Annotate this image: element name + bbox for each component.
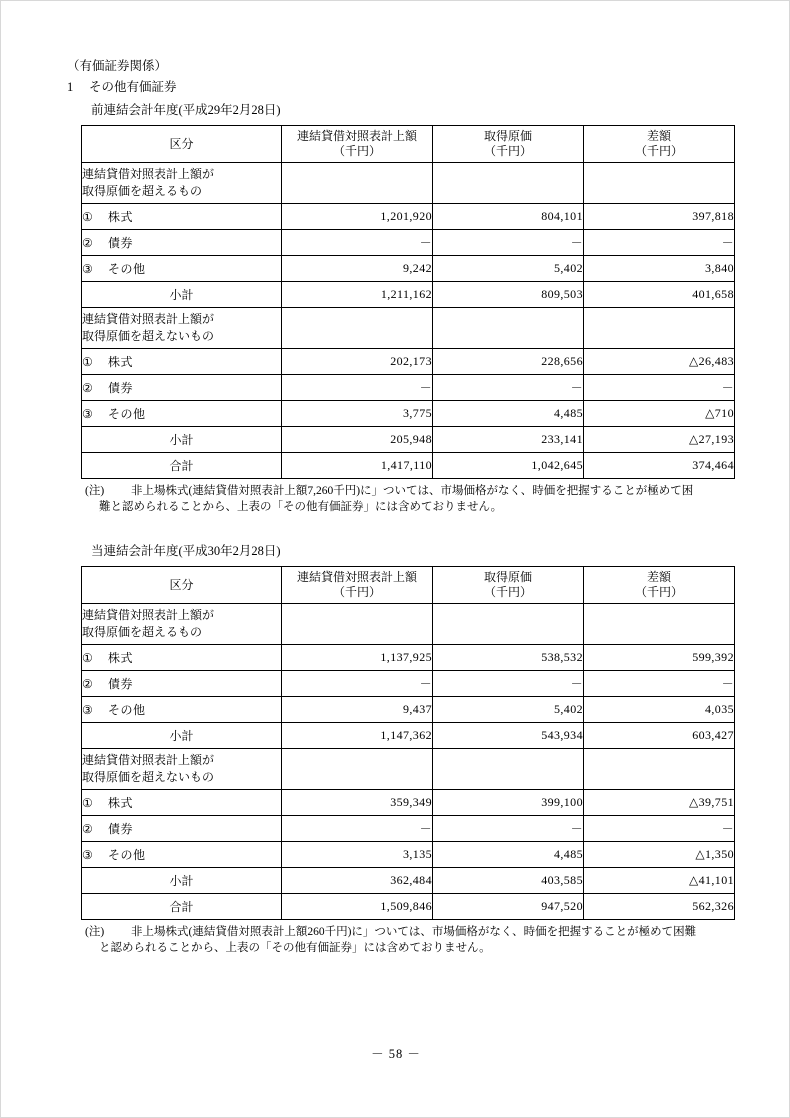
cell-value: －: [584, 230, 735, 256]
cell-empty: [433, 604, 584, 645]
cell-empty: [433, 749, 584, 790]
cell-empty: [584, 604, 735, 645]
table-row-total: [82, 453, 735, 479]
table-row: [82, 697, 735, 723]
row-label-bonds: ② 債券: [82, 230, 282, 256]
row-label-stocks: ① 株式: [82, 790, 282, 816]
cell-value: 399,100: [433, 790, 584, 816]
page-number: － 58 －: [371, 1047, 421, 1061]
group-title-exceeds: 連結貸借対照表計上額が 取得原価を超えるもの: [82, 163, 282, 204]
cell-value: 3,135: [282, 842, 433, 868]
cell-value: 562,326: [584, 894, 735, 920]
section-heading: [67, 78, 727, 97]
cell-value: －: [282, 671, 433, 697]
cell-value: △41,101: [584, 868, 735, 894]
table-row: [82, 749, 735, 790]
note-text-line2: と認められることから、上表の「その他有価証券」には含めておりません。: [99, 942, 491, 954]
cell-value: 1,042,645: [433, 453, 584, 479]
cell-value: △26,483: [584, 349, 735, 375]
cell-value: －: [282, 816, 433, 842]
row-label-subtotal: 小計: [82, 282, 282, 308]
cell-value: △39,751: [584, 790, 735, 816]
cell-value: 403,585: [433, 868, 584, 894]
securities-table-prior-year: [81, 125, 735, 479]
group-title-not-exceeds: 連結貸借対照表計上額が 取得原価を超えないもの: [82, 749, 282, 790]
group-title-not-exceeds: 連結貸借対照表計上額が 取得原価を超えないもの: [82, 308, 282, 349]
cell-value: －: [433, 375, 584, 401]
table-header-row: [82, 567, 735, 604]
cell-value: －: [584, 375, 735, 401]
table-row: [82, 204, 735, 230]
table-row-total: [82, 894, 735, 920]
cell-value: －: [584, 671, 735, 697]
col-header-acquisition-cost: 取得原価 （千円）: [433, 126, 584, 163]
col-header-category: 区分: [82, 567, 282, 604]
section-title: その他有価証券: [89, 80, 177, 94]
cell-value: 202,173: [282, 349, 433, 375]
table-caption-prior-year: 前連結会計年度(平成29年2月28日): [91, 103, 281, 117]
cell-empty: [433, 308, 584, 349]
cell-value: 3,840: [584, 256, 735, 282]
cell-value: 1,211,162: [282, 282, 433, 308]
row-label-other: ③ その他: [82, 697, 282, 723]
row-label-other: ③ その他: [82, 401, 282, 427]
cell-value: 1,417,110: [282, 453, 433, 479]
table-row: [82, 163, 735, 204]
cell-value: 3,775: [282, 401, 433, 427]
note-text-line2: 難と認められることから、上表の「その他有価証券」には含めておりません。: [99, 501, 503, 513]
row-label-stocks: ① 株式: [82, 645, 282, 671]
row-label-subtotal: 小計: [82, 723, 282, 749]
col-header-difference: 差額 （千円）: [584, 126, 735, 163]
note-text-line1: 非上場株式(連結貸借対照表計上額7,260千円)に」ついては、市場価格がなく、時価を把握することが極めて困: [131, 485, 694, 497]
cell-value: 1,509,846: [282, 894, 433, 920]
col-header-balance-sheet-amount: 連結貸借対照表計上額 （千円）: [282, 126, 433, 163]
cell-value: 603,427: [584, 723, 735, 749]
table-row: [82, 375, 735, 401]
note-marker: (注): [85, 926, 105, 938]
col-header-acquisition-cost: 取得原価 （千円）: [433, 567, 584, 604]
heading-parenthetical: （有価証券関係）: [67, 59, 168, 73]
cell-value: －: [433, 816, 584, 842]
cell-value: 401,658: [584, 282, 735, 308]
table-row: [82, 401, 735, 427]
table-row: [82, 349, 735, 375]
cell-empty: [282, 749, 433, 790]
cell-value: △27,193: [584, 427, 735, 453]
table-row: [82, 230, 735, 256]
cell-value: 9,437: [282, 697, 433, 723]
cell-value: 809,503: [433, 282, 584, 308]
table-row: [82, 256, 735, 282]
table-row-subtotal: [82, 868, 735, 894]
table-row: [82, 671, 735, 697]
securities-table-current-year: [81, 566, 735, 920]
cell-value: 543,934: [433, 723, 584, 749]
cell-value: 538,532: [433, 645, 584, 671]
col-header-difference: 差額 （千円）: [584, 567, 735, 604]
cell-value: 804,101: [433, 204, 584, 230]
table-row: [82, 308, 735, 349]
table-header-row: [82, 126, 735, 163]
document-content: [67, 57, 734, 957]
cell-value: －: [433, 230, 584, 256]
cell-value: 1,201,920: [282, 204, 433, 230]
row-label-bonds: ② 債券: [82, 816, 282, 842]
cell-empty: [584, 163, 735, 204]
cell-value: △1,350: [584, 842, 735, 868]
cell-value: －: [282, 375, 433, 401]
cell-value: 5,402: [433, 256, 584, 282]
table-row: [82, 842, 735, 868]
cell-value: 205,948: [282, 427, 433, 453]
cell-value: △710: [584, 401, 735, 427]
spacer: [67, 516, 727, 538]
note-marker: (注): [85, 485, 105, 497]
row-label-bonds: ② 債券: [82, 375, 282, 401]
row-label-other: ③ その他: [82, 256, 282, 282]
row-label-total: 合計: [82, 453, 282, 479]
cell-empty: [433, 163, 584, 204]
table-row-subtotal: [82, 427, 735, 453]
cell-value: 1,137,925: [282, 645, 433, 671]
cell-value: －: [282, 230, 433, 256]
cell-value: 947,520: [433, 894, 584, 920]
col-header-balance-sheet-amount: 連結貸借対照表計上額 （千円）: [282, 567, 433, 604]
table-note-prior-year: [81, 483, 727, 516]
cell-value: 599,392: [584, 645, 735, 671]
table-row-subtotal: [82, 723, 735, 749]
cell-value: 233,141: [433, 427, 584, 453]
note-text-line1: 非上場株式(連結貸借対照表計上額260千円)に」ついては、市場価格がなく、時価を把握することが極めて困難: [131, 926, 697, 938]
row-label-stocks: ① 株式: [82, 204, 282, 230]
row-label-bonds: ② 債券: [82, 671, 282, 697]
row-label-stocks: ① 株式: [82, 349, 282, 375]
table-row: [82, 816, 735, 842]
cell-empty: [282, 308, 433, 349]
row-label-subtotal: 小計: [82, 868, 282, 894]
cell-empty: [584, 749, 735, 790]
cell-empty: [584, 308, 735, 349]
cell-value: 1,147,362: [282, 723, 433, 749]
cell-value: 362,484: [282, 868, 433, 894]
table-caption-current-year: 当連結会計年度(平成30年2月28日): [91, 544, 281, 558]
table-row: [82, 604, 735, 645]
row-label-total: 合計: [82, 894, 282, 920]
cell-value: －: [433, 671, 584, 697]
group-title-exceeds: 連結貸借対照表計上額が 取得原価を超えるもの: [82, 604, 282, 645]
cell-empty: [282, 604, 433, 645]
row-label-subtotal: 小計: [82, 427, 282, 453]
row-label-other: ③ その他: [82, 842, 282, 868]
section-number: 1: [67, 80, 74, 94]
cell-value: 5,402: [433, 697, 584, 723]
table-note-current-year: [81, 924, 727, 957]
cell-value: 359,349: [282, 790, 433, 816]
cell-value: 4,485: [433, 401, 584, 427]
cell-value: 374,464: [584, 453, 735, 479]
col-header-category: 区分: [82, 126, 282, 163]
table-row-subtotal: [82, 282, 735, 308]
cell-value: 4,035: [584, 697, 735, 723]
cell-value: －: [584, 816, 735, 842]
table-row: [82, 645, 735, 671]
cell-value: 228,656: [433, 349, 584, 375]
table-row: [82, 790, 735, 816]
cell-empty: [282, 163, 433, 204]
cell-value: 4,485: [433, 842, 584, 868]
cell-value: 397,818: [584, 204, 735, 230]
cell-value: 9,242: [282, 256, 433, 282]
